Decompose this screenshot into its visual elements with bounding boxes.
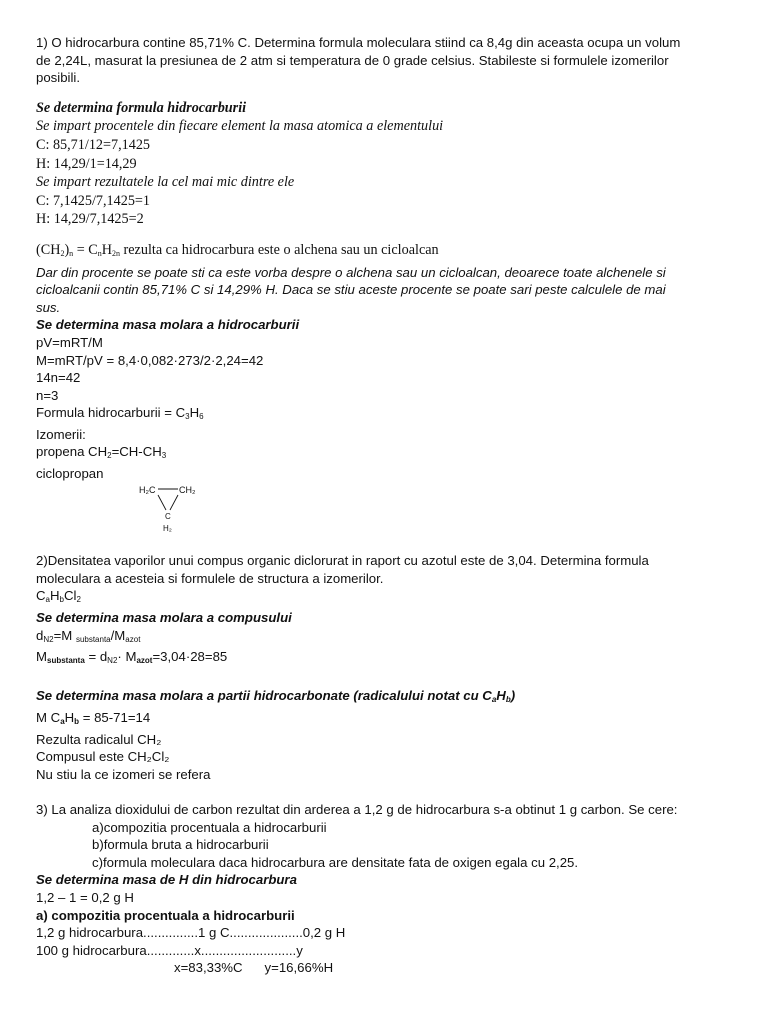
calc-line: M=mRT/pV = 8,4·0,082·273/2·2,24=42 — [36, 352, 264, 368]
step-text: Se impart rezultatele la cel mai mic dintre ele — [36, 174, 295, 191]
struct-label: H₂ — [163, 523, 172, 533]
calc-line: C: 85,71/12=7,1425 — [36, 136, 151, 153]
result-x: x=83,33%C — [174, 960, 243, 976]
question-item: b)formula bruta a hidrocarburii — [92, 837, 269, 853]
calc-line: 100 g hidrocarbura.............x..........................y — [36, 942, 303, 958]
calc-line: $d_{N2}=M$ $_{substanta}/M_{azot}$ — [36, 627, 141, 644]
bond-line — [170, 495, 178, 510]
document-page — [36, 34, 736, 977]
general-formula-line: $(CH_2)_n = C_nH_{2n}$ rezulta ca hidrocarbura este o alchena sau un cicloalcan — [36, 241, 439, 258]
problem-1-text: de 2,24L, masurat la presiunea de 2 atm si temperatura de 0 grade celsius. Stabileste si formulele izomerilor — [36, 52, 669, 68]
isomers-label: Izomerii: — [36, 426, 86, 442]
calc-line: Rezulta radicalul CH₂ — [36, 731, 162, 747]
problem-2-text: moleculara a acesteia si formulele de structura a izomerilor. — [36, 570, 384, 586]
propene-line: propena $CH_2=CH-CH_3$ — [36, 444, 167, 461]
calc-line: H: 14,29/7,1425=2 — [36, 211, 144, 228]
calc-line: Compusul este CH₂Cl₂ — [36, 749, 170, 765]
calc-line: 14n=42 — [36, 370, 81, 386]
calc-line: 1,2 g hidrocarbura...............1 g C....................0,2 g H — [36, 925, 346, 941]
molecular-formula-line: Formula hidrocarburii = $C_3H_6$ — [36, 405, 204, 422]
problem-2-text: 2)Densitatea vaporilor unui compus organic diclorurat in raport cu azotul este de 3,04. Determina formula — [36, 553, 649, 569]
result-y: y=16,66%H — [264, 960, 334, 976]
calc-line: pV=mRT/M — [36, 334, 103, 350]
section-heading: a) compozitia procentuala a hidrocarburii — [36, 907, 295, 923]
calc-line: H: 14,29/1=14,29 — [36, 155, 137, 172]
calc-line: 1,2 – 1 = 0,2 g H — [36, 889, 134, 905]
section-heading: Se determina masa de H din hidrocarbura — [36, 872, 297, 888]
note-text: cicloalcanii contin 85,71% C si 14,29% H. Daca se stiu aceste procente se poate sari peste calculele de mai — [36, 282, 666, 298]
section-heading: Se determina masa molara a partii hidrocarbonate (radicalului notat cu $C_aH_b$) — [36, 688, 516, 705]
calc-line: Nu stiu la ce izomeri se refera — [36, 766, 211, 782]
question-item: a)compozitia procentuala a hidrocarburii — [92, 819, 327, 835]
result-line — [36, 959, 736, 977]
problem-3-text: 3) La analiza dioxidului de carbon rezultat din arderea a 1,2 g de hidrocarbura s-a obtinut 1 g carbon. Se cere: — [36, 801, 678, 817]
problem-1-text: 1) O hidrocarbura contine 85,71% C. Determina formula moleculara stiind ca 8,4g din aceasta ocupa un volum — [36, 35, 681, 50]
calc-line: M $C_aH_b = 85-71=14$ — [36, 710, 151, 726]
struct-label: C — [165, 511, 171, 521]
question-item: c)formula moleculara daca hidrocarbura are densitate fata de oxigen egala cu 2,25. — [92, 854, 579, 870]
struct-label: CH₂ — [179, 484, 196, 495]
section-heading: Se determina masa molara a hidrocarburii — [36, 317, 300, 333]
note-text: Dar din procente se poate sti ca este vorba despre o alchena sau un cicloalcan, deoarece toate alchenele si — [36, 264, 666, 280]
general-formula-line: $C_aH_bCl_2$ — [36, 588, 81, 605]
struct-label: H₂C — [139, 484, 156, 495]
section-heading: Se determina masa molara a compusului — [36, 610, 292, 626]
calc-line: $M_{substanta} = d_{N2}\cdot M_{azot}=3,04\cdot 28=85$ — [36, 649, 228, 666]
step-text: Se impart procentele din fiecare element la masa atomica a elementului — [36, 118, 444, 135]
problem-1-text: posibili. — [36, 70, 80, 86]
section-heading: Se determina formula hidrocarburii — [36, 99, 247, 116]
cyclopropane-structure — [136, 483, 216, 535]
bond-line — [158, 495, 166, 510]
calc-line: n=3 — [36, 387, 59, 403]
cyclopropane-label: ciclopropan — [36, 466, 104, 482]
cyclopropane-drawing — [136, 483, 216, 535]
calc-line: C: 7,1425/7,1425=1 — [36, 192, 151, 209]
note-text: sus. — [36, 299, 61, 315]
